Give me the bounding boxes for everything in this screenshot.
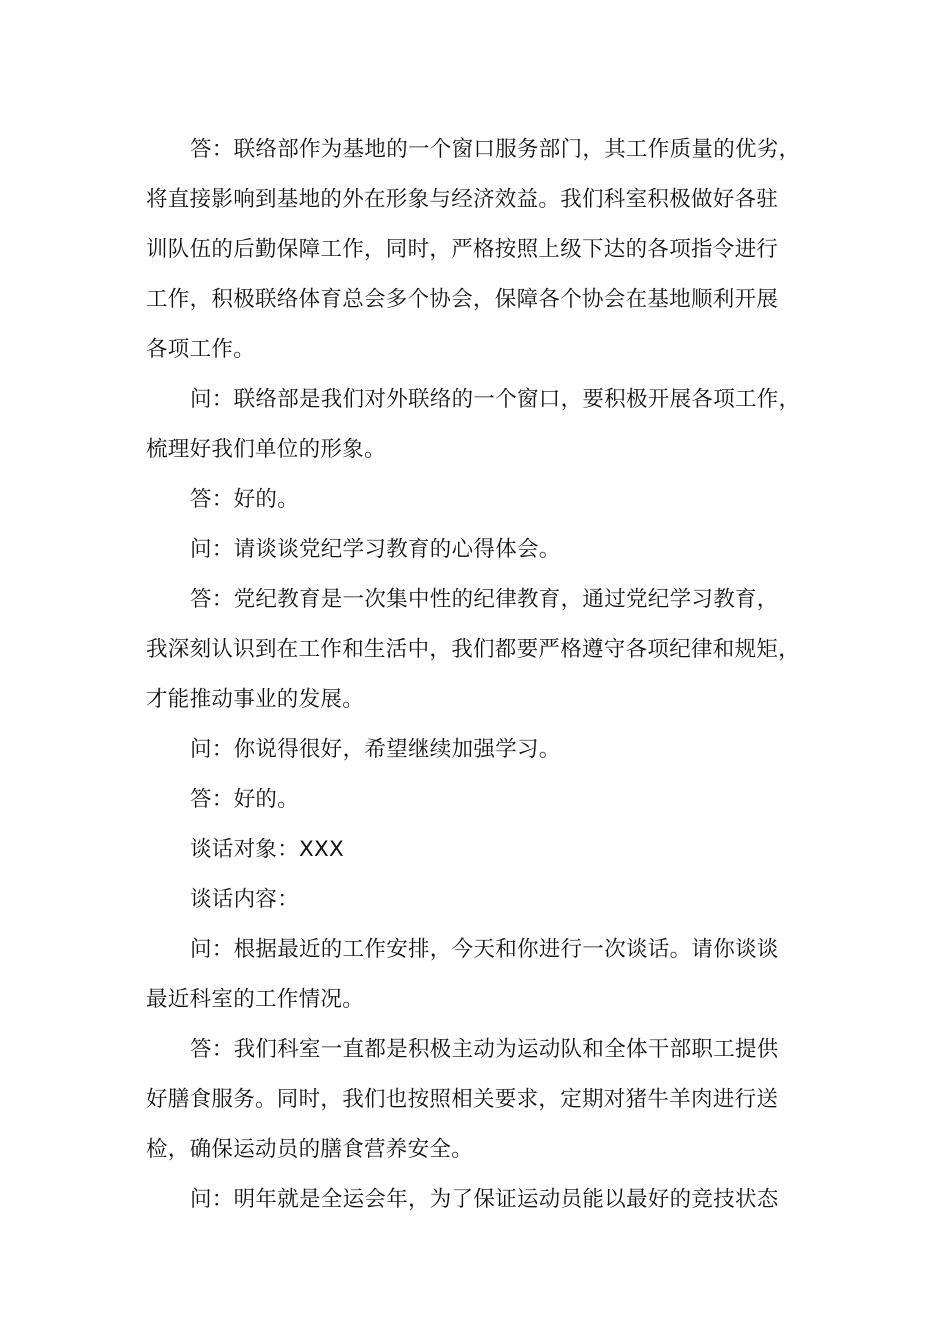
text-line: 将直接影响到基地的外在形象与经济效益。我们科室积极做好各驻 (146, 187, 779, 212)
text-line: 问：明年就是全运会年，为了保证运动员能以最好的竞技状态 (190, 1187, 779, 1212)
text-line: 答：好的。 (190, 487, 300, 512)
paragraph (146, 576, 816, 726)
text-line: 答：联络部作为基地的一个窗口服务部门，其工作质量的优劣， (190, 137, 801, 162)
text-line: 谈话对象：XXX (190, 837, 345, 862)
text-line: 我深刻认识到在工作和生活中，我们都要严格遵守各项纪律和规矩， (146, 637, 801, 662)
paragraph (146, 476, 816, 526)
text-line: 梳理好我们单位的形象。 (146, 437, 386, 462)
text-line: 谈话内容： (190, 887, 300, 912)
text-line: 好膳食服务。同时，我们也按照相关要求，定期对猪牛羊肉进行送 (146, 1087, 779, 1112)
text-line: 最近科室的工作情况。 (146, 987, 365, 1012)
text-line: 答：党纪教育是一次集中性的纪律教育，通过党纪学习教育， (190, 587, 779, 612)
text-line: 答：好的。 (190, 787, 300, 812)
paragraph (146, 726, 816, 776)
text-line: 工作，积极联络体育总会多个协会，保障各个协会在基地顺利开展 (146, 287, 779, 312)
document-page (146, 126, 816, 1226)
paragraph (146, 376, 816, 476)
paragraph (146, 776, 816, 826)
text-line: 训队伍的后勤保障工作，同时，严格按照上级下达的各项指令进行 (146, 237, 779, 262)
text-line: 问：根据最近的工作安排，今天和你进行一次谈话。请你谈谈 (190, 937, 779, 962)
paragraph (146, 876, 816, 926)
text-line: 各项工作。 (146, 337, 256, 362)
paragraph (146, 1026, 816, 1176)
text-line: 问：你说得很好，希望继续加强学习。 (190, 737, 561, 762)
paragraph (146, 826, 816, 876)
text-line: 问：请谈谈党纪学习教育的心得体会。 (190, 537, 561, 562)
paragraph (146, 926, 816, 1026)
text-line: 才能推动事业的发展。 (146, 687, 365, 712)
text-line: 答：我们科室一直都是积极主动为运动队和全体干部职工提供 (190, 1037, 779, 1062)
text-line: 问：联络部是我们对外联络的一个窗口，要积极开展各项工作， (190, 387, 801, 412)
text-line: 检，确保运动员的膳食营养安全。 (146, 1137, 474, 1162)
paragraph (146, 126, 816, 376)
paragraph (146, 1176, 816, 1226)
paragraph (146, 526, 816, 576)
